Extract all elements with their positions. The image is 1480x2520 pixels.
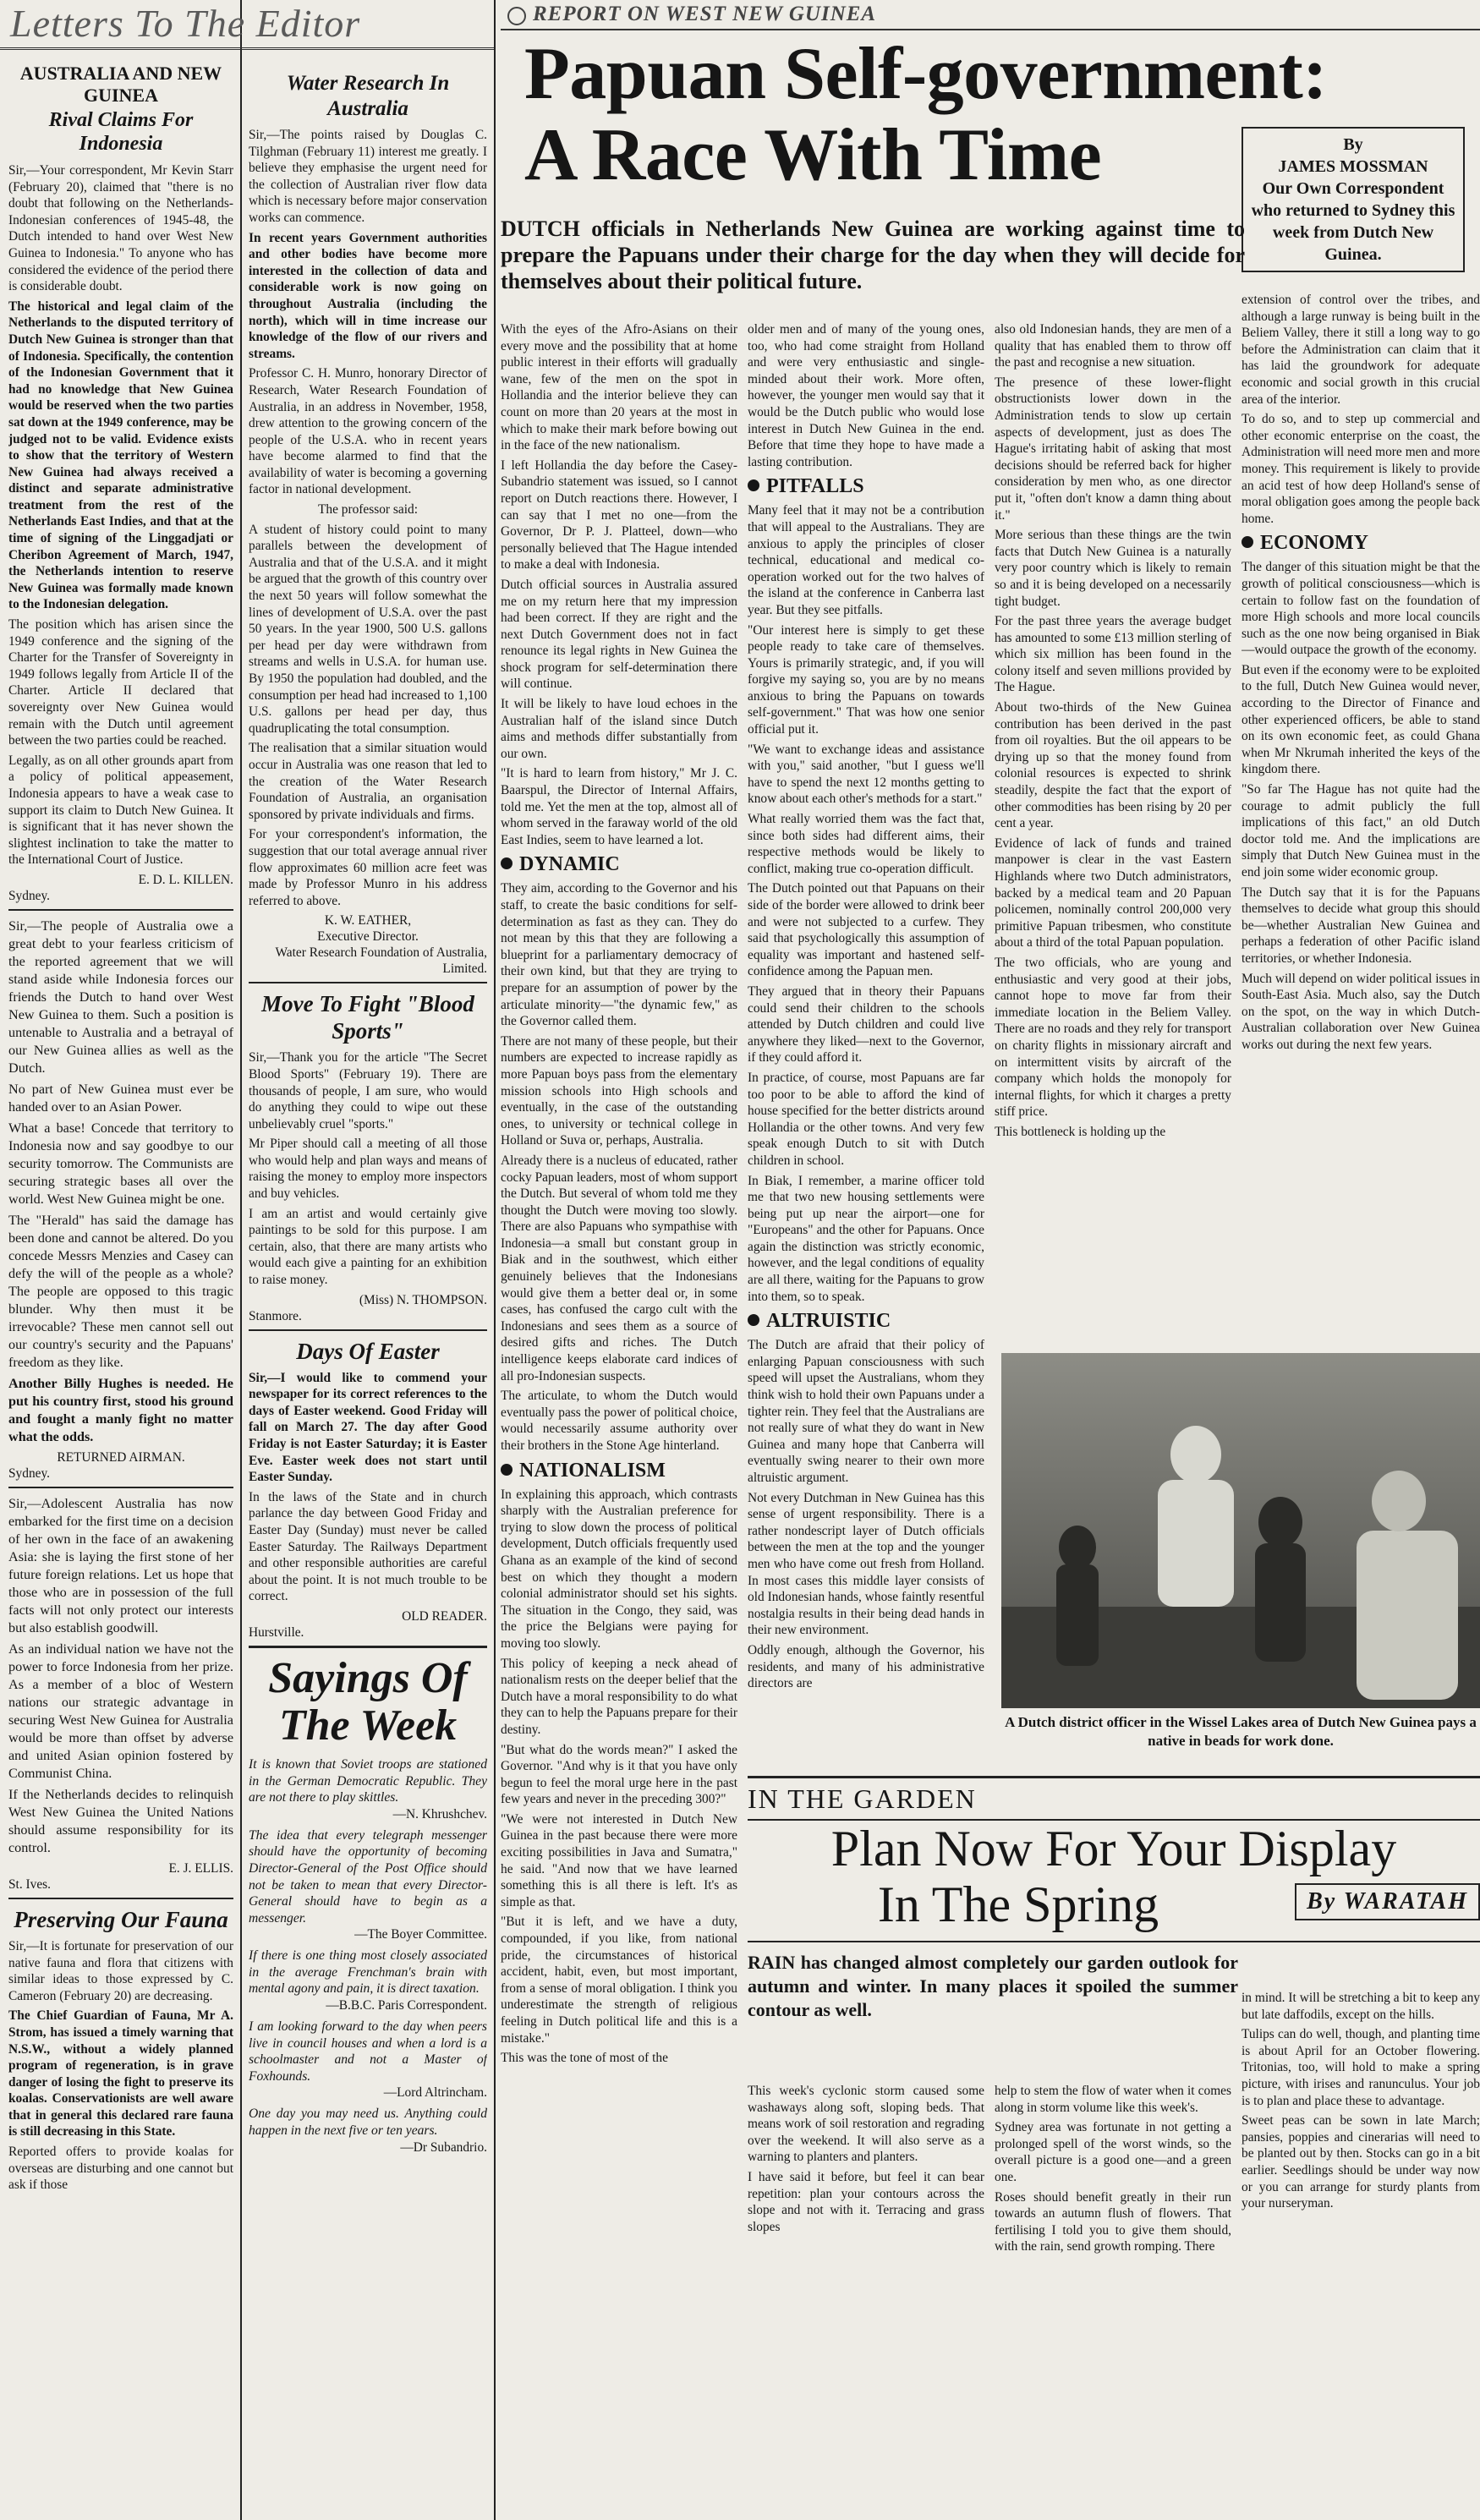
feature-paragraph: With the eyes of the Afro-Asians on their every move and the possibility that at home public interest in their efforts will gradually wane, few of the men on the spot in Hollandia and the interior believe they can count on more than 20 years at the most in which to make their mark before bowing out in the face of the new nationalism. [501, 322, 737, 453]
divider [8, 1898, 233, 1899]
feature-paragraph: Already there is a nucleus of educated, rather cocky Papuan leaders, most of whom support the Dutch. But several of whom told me they thought the Dutch were moving too slowly. There are also Papuans who sympathise with Indonesia—a small but constant group in Biak and in the southwest, which either genuinely believes that the Indonesians would give them a better deal or, in some cases, has confused the cargo cult with the Indonesians and sees them as a source of desired gifts and riches. The Dutch intelligence keeps elaborate card indices of all pro-Indonesian suspects. [501, 1153, 737, 1383]
letter-signature-org: Water Research Foundation of Australia, Limited. [275, 945, 487, 977]
letter-paragraph: A student of history could point to many parallels between the development of Australia and that of the U.S.A. and it might be argued that the growth of this country over the next 50 years will follow somewhat the lines of development of U.S.A. over the past 50 years. In the year 1900, 500 U.S. gallons per head per day were withdrawn from streams and wells in U.S.A. for human use. By 1950 the population had doubled, and the consumption per head had increased to 1,100 U.S. gallons per head per day, thus quadruplicating the total consumption. [249, 522, 487, 736]
feature-paragraph: Many feel that it may not be a contribution that will appeal to the Australians. They are anxious to apply the principles of closer technical, educational and medical co-operation worked out for the two halves of the island at the conference in Canberra last year. But they see pitfalls. [748, 503, 984, 617]
feature-subhead [748, 1308, 984, 1334]
letter-paragraph: As an individual nation we have not the power to force Indonesia from her prize. As a member of a bloc of Western nations our strategic advantage in securing West New Guinea for Australia would be more than offset by adverse and united Asian opinion fostered by Communist China. [8, 1641, 233, 1781]
saying-quote: It is known that Soviet troops are stationed in the German Democratic Republic. They are not there to play skittles. [249, 1756, 487, 1805]
feature-column-3 [995, 321, 1231, 1345]
feature-title: Papuan Self-government: [524, 33, 1328, 115]
letter-paragraph: Mr Piper should call a meeting of all those who would help and plan ways and means of raising the money to employ more inspectors and buy vehicles. [249, 1137, 487, 1202]
divider [249, 982, 487, 983]
letter-paragraph: Sir,—Adolescent Australia has now embarked for the first time on a decision of her own in the face of an awakening Asia: she is laying the first stone of her future foreign relations. Let us hope that those who are in possession of the full facts will not only protect our interests but also establish goodwill. [8, 1495, 233, 1635]
bullet-icon [501, 1464, 513, 1476]
feature-paragraph: The Dutch pointed out that Papuans on their side of the border were allowed to drink beer and were not subjected to a curfew. They said that psychologically this assumption of equality was important and hastened self-confidence among the Papuan men. [748, 881, 984, 979]
bullet-icon [748, 479, 759, 491]
section-masthead: Letters To The Editor [0, 0, 494, 50]
feature-paragraph: For the past three years the average budget has amounted to some £13 million sterling of which six million has been found in the colony itself and seven millions provided by The Hague. [995, 614, 1231, 695]
letter-signature: E. J. ELLIS. [168, 1860, 233, 1876]
garden-paragraph: help to stem the flow of water when it comes along in storm volume like this week's. [995, 2084, 1231, 2115]
garden-title: In The Spring [877, 1876, 1159, 1932]
bullet-icon [501, 857, 513, 869]
feature-paragraph: About two-thirds of the New Guinea contribution has been derived in the past from oil royalties. But the oil appears to be drying up so that the money found from colonial resources is expected to shrink steadily, despite the fact that the export of other commodities has been rising by 20 per cent a year. [995, 700, 1231, 831]
feature-paragraph: The articulate, to whom the Dutch would eventually pass the power of political choice, would necessarily assume authority over their brothers in the Stone Age hinterland. [501, 1389, 737, 1453]
feature-paragraph: The Dutch are afraid that their policy of enlarging Papuan consciousness with such speed will upset the Australians, whom they think wish to hold their own Papuans under a tighter rein. They feel that the Australians are not really sure of what they do want in New Guinea and many hope that Canberra will eventually swing nearer to their own more altruistic argument. [748, 1338, 984, 1485]
feature-paragraph: In practice, of course, most Papuans are far too poor to be able to afford the kind of house specified for the better districts around Hollandia or the other towns. And very few speak enough Dutch to sit with Dutch children in school. [748, 1070, 984, 1168]
feature-paragraph: "So far The Hague has not quite had the courage to admit publicly the full implications of this fact," an old Dutch doctor told me. And the implications are simply that Dutch New Guinea must in the end join some wider economic group. [1242, 782, 1480, 879]
feature-paragraph: Dutch official sources in Australia assured me on my return here that my impression had been correct. If they are right and the next Dutch Government does not in fact renounce its legal rights in New Guinea the shock program for self-determination there will continue. [501, 577, 737, 692]
letter-heading: Preserving Our Fauna [14, 1906, 228, 1932]
report-tag: REPORT ON WEST NEW GUINEA [501, 0, 1480, 30]
feature-paragraph: extension of control over the tribes, and although a large runway is being built in the Beliem Valley, there it still a long way to go before the Administration can claim that it has laid the groundwork for adequate economic and social growth in this crucial area of the interior. [1242, 293, 1480, 407]
garden-column-2 [995, 2083, 1231, 2259]
letter-signature-title: Executive Director. [317, 929, 419, 945]
letter-paragraph: What a base! Concede that territory to Indonesia now and say goodbye to our security tomorrow. The Communists are securing strategic bases all over the world. West New Guinea might be one. [8, 1120, 233, 1207]
feature-photo-block [1001, 1353, 1480, 1767]
feature-paragraph: Much will depend on wider political issues in South-East Asia. Much also, say the Dutch on the spot, on the way in which Dutch-Australian collaboration over New Guinea works out during the next few years. [1242, 971, 1480, 1052]
feature-paragraph: They argued that in theory their Papuans could send their children to the schools attended by Dutch children and could live anywhere they liked—next to the Governor, if they could afford it. [748, 983, 984, 1066]
feature-title: A Race With Time [524, 114, 1102, 196]
divider [249, 1329, 487, 1331]
feature-paragraph: "But what do the words mean?" I asked the Governor. "And why is it that you have only begun to feel the moral urge here in the past few years and never in the preceding 300?" [501, 1742, 737, 1807]
letter-heading: AUSTRALIA AND NEW GUINEA [19, 63, 222, 106]
feature-lede [501, 216, 1245, 294]
letter-paragraph: No part of New Guinea must ever be handed over to an Asian Power. [8, 1081, 233, 1115]
feature-subhead [501, 852, 737, 877]
letter-place: St. Ives. [8, 1876, 52, 1892]
feature-paragraph: What really worried them was the fact that, since both sides had different aims, their respective methods would be likely to conflict, making true co-operation difficult. [748, 812, 984, 876]
feature-paragraph: older men and of many of the young ones, too, who had come straight from Holland and were very enthusiastic and single-minded about their work. More often, however, the younger men would say that it would be the Dutch public who would lose interest in Dutch New Guinea in the end. Before that time they hope to have made a lasting contribution. [748, 322, 984, 469]
feature-paragraph: There are not many of these people, but their numbers are expected to increase rapidly as more Papuan boys pass from the elementary mission schools into High schools and eventually, in the case of the outstanding ones, to university or technical college in Holland or Suva or, perhaps, Australia. [501, 1033, 737, 1148]
divider [249, 1646, 487, 1648]
saying-author: —N. Khrushchev. [392, 1806, 487, 1822]
garden-lede [748, 1951, 1238, 2022]
feature-paragraph: The danger of this situation might be that the growth of political consciousness—which is certain to follow fast on the foundation of more High schools and more local councils such as the one now being organised in Biak—would outpace the growth of the economy. [1242, 560, 1480, 658]
letter-paragraph: In recent years Government authorities and other bodies have become more interested in the collection of data and considerable work is now going on throughout Australia (including the north), which will in time increase our knowledge of the flow of our rivers and streams. [249, 230, 487, 361]
letter-paragraph: The position which has arisen since the 1949 conference and the signing of the Charter for the Transfer of Sovereignty in 1949 follows legally from Article II of the Charter. Article II declared that sovereignty over New Guinea would remain with the Dutch until agreement between the two parties could be reached. [8, 617, 233, 748]
letter-paragraph: Sir,—The people of Australia owe a great debt to your fearless criticism of the reported agreement that we will stand aside while Indonesia forces our friends the Dutch to hand over West New Guinea to them. Such a position is untenable to Australia and a betrayal of our New Guinea allies as well as the Dutch. [8, 918, 233, 1076]
feature-paragraph: The two officials, who are young and enthusiastic and very good at their jobs, cannot hope to move far from their immediate location in the Beliem Valley. There are no roads and they rely for transport on charity flights in missionary aircraft and on intermittent visits by aircraft of the company which holds the monopoly for internal flights, for which it charges a pretty stiff price. [995, 955, 1231, 1120]
bullet-icon [1242, 536, 1253, 548]
feature-photo [1001, 1353, 1480, 1708]
byline-author: JAMES MOSSMAN [1278, 157, 1428, 176]
letter-place: Stanmore. [249, 1308, 302, 1323]
divider [8, 909, 233, 911]
feature-paragraph: In Biak, I remember, a marine officer told me that two new housing settlements were being put up near the airport—one for "Europeans" and the other for Papuans. Once again the distinction was strictly economic, however, and the legal conditions of equality are all there, waiting for the Papuans to grow into them, so to speak. [748, 1173, 984, 1304]
letter-paragraph: In the laws of the State and in church parlance the day between Good Friday and Easter Day (Sunday) must never be called Easter Saturday. The Railways Department and other responsible authorities are careful about the point. It is not much trouble to be correct. [249, 1489, 487, 1604]
subhead-text: ALTRUISTIC [766, 1310, 891, 1333]
feature-paragraph: In explaining this approach, which contrasts sharply with the Australian preference for trying to slow down the process of political development, Dutch officials frequently used Ghana as an example of the kind of second best on which they thought a modern colonial administrator should set his sights. The situation in the Congo, they said, was the price the Belgians were paying for moving too slowly. [501, 1487, 737, 1651]
feature-paragraph: Not every Dutchman in New Guinea has this sense of urgent responsibility. There is a rather nondescript layer of Dutch officials between the men at the top and the younger men who have come out fresh from Holland. In most cases this middle layer consists of old Indonesian hands, whose faintly resentful nostalgia results in their being dead hands in their new environment. [748, 1490, 984, 1638]
column-rule [240, 0, 242, 2520]
feature-subhead [501, 1458, 737, 1483]
saying-quote: One day you may need us. Anything could happen in the next five or ten years. [249, 2106, 487, 2139]
subhead-text: NATIONALISM [519, 1459, 666, 1482]
saying-author: —Lord Altrincham. [383, 2085, 487, 2101]
letter-paragraph: I am an artist and would certainly give paintings to be sold for this purpose. I am certain, also, that there are many artists who would each give a painting for an exhibition to raise money. [249, 1206, 487, 1288]
feature-column-4 [1242, 292, 1480, 1345]
lede-text: DUTCH officials in Netherlands New Guinea are working against time to prepare the Papuans under their charge for the day when they will decide for themselves about their political future. [501, 216, 1245, 293]
letter-signature: RETURNED AIRMAN. [57, 1449, 185, 1465]
garden-paragraph: Roses should benefit greatly in their run towards an autumn flush of flowers. That fertilising I told you to give them should, with the rain, send growth romping. There [995, 2189, 1231, 2254]
garden-column-1 [748, 2083, 984, 2238]
garden-lede-text: RAIN has changed almost completely our garden outlook for autumn and winter. In many places it spoiled the summer contour as well. [748, 1952, 1238, 2020]
garden-title: Plan Now For Your Display [830, 1821, 1397, 1876]
subhead-text: DYNAMIC [519, 853, 620, 876]
saying-quote: The idea that every telegraph messenger should have the opportunity of becoming Director-General of the Post Office should not be taken to mean that every Director-General should have to begin as a messenger. [249, 1827, 487, 1926]
letter-signature: OLD READER. [402, 1608, 487, 1624]
saying-author: —Dr Subandrio. [400, 2139, 487, 2155]
letter-paragraph: Reported offers to provide koalas for overseas are disturbing and one cannot but ask if those [8, 2145, 233, 2193]
saying-author: —B.B.C. Paris Correspondent. [326, 1998, 487, 2013]
garden-paragraph: Tulips can do well, though, and planting time is about April for an October flowering. Tritonias, too, will hold to make a spring picture, with irises and ranunculus. Your job is to plan and place these to advantage. [1242, 2027, 1480, 2108]
letter-paragraph: The "Herald" has said the damage has been done and cannot be altered. Do you concede Messrs Menzies and Casey can defy the will of the people as a whole? The people are opposed to this tragic blunder. Why then must it be irrevocable? These men cannot sell out our country's security and the Papuans' freedom as they like. [8, 1212, 233, 1370]
feature-paragraph: This bottleneck is holding up the [995, 1124, 1166, 1139]
feature-paragraph: This policy of keeping a neck ahead of nationalism rests on the deeper belief that the Dutch have a moral responsibility to do what they can to help the Papuans prepare for their destiny. [501, 1656, 737, 1737]
letter-paragraph: Sir,—It is fortunate for preservation of our native fauna and flora that citizens with similar ideas to those expressed by C. Cameron (February 20) are decreasing. [8, 1938, 233, 2003]
feature-paragraph: "We were not interested in Dutch New Guinea in the past because there were more exciting possibilities in Java and Sumatra," he said. "And now that we have learned something this is all there is left. It's as simple as that. [501, 1811, 737, 1909]
letter-heading: Days Of Easter [296, 1338, 440, 1364]
feature-paragraph: It will be likely to have loud echoes in the Australian half of the island since Dutch aims and methods differ substantially from our own. [501, 697, 737, 761]
subhead-text: ECONOMY [1260, 532, 1368, 555]
subhead-text: PITFALLS [766, 475, 864, 498]
feature-paragraph: They aim, according to the Governor and his staff, to create the basic conditions for self-determination as fast as they can. They do not mean by this that they are following a blueprint for a parliamentary democracy of their own kind, but that they are trying to prepare for an assumption of power by the articulate minority—"the dynamic few," as the Governor called them. [501, 881, 737, 1029]
letter-paragraph: The realisation that a similar situation would occur in Australia was one reason that led to the creation of the Water Research Foundation of Australia, an organisation sponsored by private individuals and firms. [249, 741, 487, 822]
photo-caption: A Dutch district officer in the Wissel Lakes area of Dutch New Guinea pays a native in beads for work done. [1005, 1714, 1477, 1749]
letter-paragraph: Sir,—Thank you for the article "The Secret Blood Sports" (February 19). There are thousands of people, I am sure, who would do anything they could to wipe out these unbelievably cruel "sports." [249, 1050, 487, 1131]
letters-column-2 [249, 56, 487, 2520]
byline-credit: Our Own Correspondent who returned to Sydney this week from Dutch New Guinea. [1251, 179, 1455, 264]
byline-box [1242, 127, 1465, 272]
feature-paragraph: To do so, and to step up commercial and other economic enterprise on the coast, the Administration will need more men and more money. This requirement is likely to provide an acid test of how deep Holland's sense of moral obligation goes among the people back home. [1242, 412, 1480, 526]
letter-place: Hurstville. [249, 1624, 304, 1640]
letter-place: Sydney. [8, 1465, 51, 1481]
feature-paragraph: Evidence of lack of funds and trained manpower is clear in the vast Eastern Highlands where two Dutch administrators, backed by a medical team and 20 Papuan policemen, nominally control 200,000 very primitive Papuan tribesmen, who constitute about a third of the total Papuan population. [995, 835, 1231, 950]
masthead-bar [0, 0, 494, 51]
byline-by: By [1343, 135, 1363, 154]
feature-paragraph: This was the tone of most of the [501, 2051, 668, 2066]
saying-author: —The Boyer Committee. [354, 1927, 487, 1942]
divider [8, 1487, 233, 1488]
garden-paragraph: in mind. It will be stretching a bit to keep any but late daffodils, except on the hills. [1242, 1991, 1480, 2022]
feature-article [501, 0, 1480, 2520]
letter-signature: (Miss) N. THOMPSON. [359, 1292, 487, 1307]
letter-paragraph: For your correspondent's information, the suggestion that our total average annual river flow approximates 60 million acre feet was made by Professor Munro in his address referred to above. [249, 827, 487, 908]
letter-paragraph: Professor C. H. Munro, honorary Director of Research, Water Research Foundation of Australia, in an address in November, 1958, drew attention to the growing concern of the people of the U.S.A. who in recent years have become alarmed to find that the availability of water is becoming a governing factor in national development. [249, 366, 487, 497]
garden-paragraph: This week's cyclonic storm caused some washaways along soft, sloping beds. That means work of soil restoration and regrading over the weekend. It will also serve as a warning to planters and planters. [748, 2084, 984, 2165]
letter-place: Sydney. [8, 888, 51, 903]
garden-paragraph: I have said it before, but feel it can bear repetition: plan your contours across the slope and not with it. Terracing and grass slopes [748, 2169, 984, 2234]
feature-column-1 [501, 321, 737, 2520]
letter-paragraph: Sir,—Your correspondent, Mr Kevin Starr (February 20), claimed that "there is no doubt that following on the Netherlands-Indonesian conferences of 1945-48, the Dutch intended to hand over West New Guinea to Indonesia." To anyone who has considered the evidence of the period there is considerable doubt. [8, 163, 233, 294]
garden-tag: IN THE GARDEN [748, 1783, 977, 1814]
letter-paragraph: The historical and legal claim of the Netherlands to the disputed territory of Dutch New Guinea is stronger than that of Indonesia. Specifically, the contention of the Indonesian Government that it had no knowledge that New Guinea would be reserved when the two parties sat down at the 1949 conference, may be judged not to be valid. Evidence exists to show that the territory of Western New Guinea had always received a distinct and separate administrative treatment from the rest of the Netherlands East Indies, and that at the time of signing of the Linggadjati or Cheribon Agreement of March, 1947, the Netherlands intention to reserve New Guinea was formally made known to the Indonesian delegation. [8, 299, 233, 612]
feature-paragraph: More serious than these things are the twin facts that Dutch New Guinea is a naturally very poor country which is likely to remain so and it is being developed on a necessarily tight budget. [995, 528, 1231, 609]
column-rule [494, 0, 496, 2520]
garden-paragraph: Sydney area was fortunate in not getting a prolonged spell of the worst winds, so the overall picture is a good one—and a green one. [995, 2120, 1231, 2184]
feature-paragraph: also old Indonesian hands, they are men of a quality that has enabled them to throw off the past and recognise a new situation. [995, 322, 1231, 370]
feature-paragraph: "Our interest here is simply to get these people ready to take care of themselves. Yours is primarily strategic, and, if you will forgive my saying so, you are by no means anxious to bring the Papuans on towards self-government." That was how one senior official put it. [748, 622, 984, 737]
letter-heading: Move To Fight "Blood Sports" [261, 991, 474, 1044]
letter-paragraph: If the Netherlands decides to relinquish West New Guinea the United Nations should assume responsibility for its control. [8, 1786, 233, 1855]
feature-paragraph: The Dutch say that it is for the Papuans themselves to decide what group this should be—whether Australian New Guinea and perhaps a federation of other Pacific island territories, or whether Indonesia. [1242, 885, 1480, 966]
feature-paragraph: The presence of these lower-flight obstructionists lower down in the Administration tends to slow up certain aspects of development, just as does The Hague's irritating habit of asking that most decisions should be referred back for higher consideration by men who, as one director put it, "often don't know a damn thing about it." [995, 375, 1231, 523]
letter-paragraph: Sir,—The points raised by Douglas C. Tilghman (February 11) interest me greatly. I believe they emphasise the urgent need for the collection of Australian river flow data which is necessary before major conservation works can commence. [249, 128, 487, 225]
letter-paragraph: Another Billy Hughes is needed. He put his country first, stood his ground and fought a manly fight no matter what the odds. [8, 1375, 233, 1444]
feature-subhead [748, 474, 984, 499]
letter-heading: Water Research In Australia [286, 72, 450, 120]
feature-paragraph: "But it is left, and we have a duty, compounded, if you like, from national pride, the circumstances of historical accident, habit, even, but most important, from a sense of moral obligation. I think you underestimate the strength of religious feeling in Dutch political life and this is a mistake." [501, 1915, 737, 2046]
letter-signature: K. W. EATHER, [324, 913, 412, 929]
saying-quote: If there is one thing most closely associated in the average Frenchman's brain with mental agony and pain, it is direct taxation. [249, 1948, 487, 1997]
feature-subhead [1242, 530, 1480, 556]
feature-paragraph: "It is hard to learn from history," Mr J. C. Baarspul, the Director of Internal Affairs, told me. Yet the men at the top, almost all of whom served in the faraway world of the old East Indies, seem to have learned a lot. [501, 766, 737, 847]
letter-signature: E. D. L. KILLEN. [138, 872, 233, 887]
feature-column-2 [748, 321, 984, 1750]
letter-paragraph: Legally, as on all other grounds apart from a policy of political appeasement, Indonesia appears to have a weak case to support its claim to Dutch New Guinea. It is significant that it has never shown the slightest inclination to take the matter to the International Court of Justice. [8, 753, 233, 868]
garden-paragraph: Sweet peas can be sown in late March; pansies, poppies and cinerarias will need to be planted out by then. Stocks can go in a bit earlier. Seedlings should be under way now or you can arrange for sturdy plants from your nurseryman. [1242, 2113, 1480, 2211]
letter-paragraph: Sir,—I would like to commend your newspaper for its correct references to the days of Easter weekend. Good Friday will fall on March 27. The day after Good Friday is not Easter Saturday; it is Easter Eve. Easter week does not start until Easter Sunday. [249, 1370, 487, 1485]
letter-paragraph: The professor said: [318, 502, 418, 518]
saying-quote: I am looking forward to the day when peers live in council houses and when a lord is a schoolmaster and not a Master of Foxhounds. [249, 2019, 487, 2084]
letters-column-1 [8, 56, 233, 2520]
feature-paragraph: "We want to exchange ideas and assistance with you," said another, "but I guess we'll have to spend the next 12 months getting to know about each other's methods for a start." [748, 742, 984, 807]
feature-paragraph: But even if the economy were to be exploited to the full, Dutch New Guinea would never, according to the Director of Finance and other experienced officers, be able to stand on its own economic feet, as could Ghana when Mr Nkrumah inherited the keys of the kingdom there. [1242, 662, 1480, 777]
photo-illustration [1001, 1353, 1480, 1708]
garden-byline: By WARATAH [1295, 1883, 1480, 1920]
bullet-icon [748, 1314, 759, 1326]
garden-section [748, 1776, 1480, 2520]
letter-paragraph: The Chief Guardian of Fauna, Mr A. Strom, has issued a timely warning that N.S.W., without a widely planned program of regeneration, is in grave danger of losing the fight to preserve its koalas. Conservationists are well aware that in general this declared rare fauna is still decreasing in this State. [8, 2008, 233, 2139]
feature-paragraph: I left Hollandia the day before the Casey-Subandrio statement was issued, so I cannot report on Dutch reactions there. However, I can say that I met no one—from the Governor, Dr P. J. Platteel, down—who personally believed that The Hague intended to make a deal with Indonesia. [501, 457, 737, 572]
sayings-heading: Sayings Of The Week [268, 1653, 468, 1750]
letter-subheading: Rival Claims For Indonesia [48, 109, 194, 155]
feature-paragraph: Oddly enough, although the Governor, his residents, and many of his administrative directors are [748, 1642, 984, 1691]
garden-column-3 [1242, 1990, 1480, 2216]
